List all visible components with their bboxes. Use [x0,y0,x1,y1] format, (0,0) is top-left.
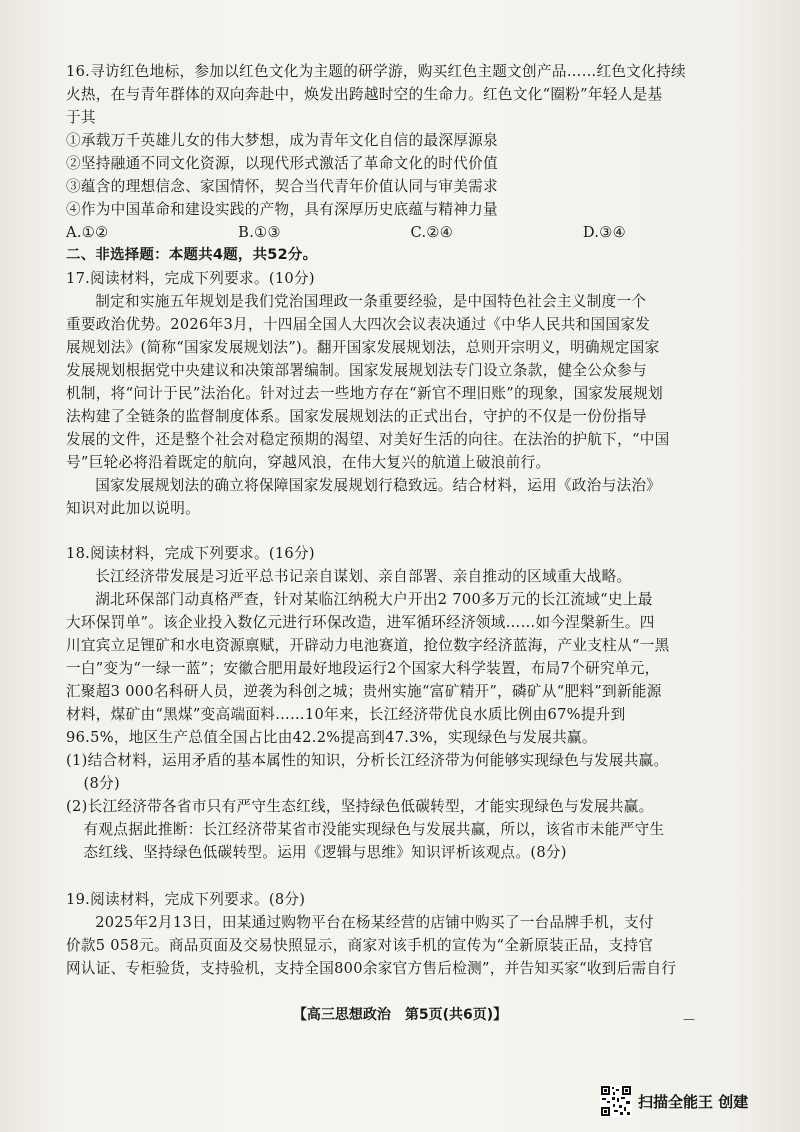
q17-task-line: 国家发展规划法的确立将保障国家发展规划行稳致远。结合材料，运用《政治与法治》 [95,477,662,494]
q19-line: 2025年2月13日，田某通过购物平台在杨某经营的店铺中购买了一台品牌手机，支付 [95,914,654,931]
q16-choices [66,221,626,244]
q17-task-line: 知识对此加以说明。 [66,500,201,517]
q16-option-3: ③蕴含的理想信念、家国情怀，契合当代青年价值认同与审美需求 [66,178,498,195]
q17-line: 法构建了全链条的监督制度体系。国家发展规划法的正式出台，守护的不仅是一份份指导 [66,408,647,425]
scanner-watermark [600,1084,748,1118]
q18-heading: 18.阅读材料，完成下列要求。(16分) [66,545,315,562]
q17-line: 重要政治优势。2026年3月，十四届全国人大四次会议表决通过《中华人民共和国国家发 [66,316,651,333]
q17-line: 展规划法》(简称“国家发展规划法”)。翻开国家发展规划法，总则开宗明义，明确规定国家 [66,339,660,356]
q17-line: 机制，将“问计于民”法治化。针对过去一些地方存在“新官不理旧账”的现象，国家发展规划 [66,385,664,402]
q16-option-1: ①承载万千英雄儿女的伟大梦想，成为青年文化自信的最深厚源泉 [66,132,498,149]
section-2-title: 二、非选择题：本题共4题，共52分。 [66,247,318,263]
q18-line: 一白”变为“一绿一蓝”；安徽合肥用最好地段运行2个国家大科学装置，布局7个研究单元， [66,660,660,677]
q18-line: 长江经济带发展是习近平总书记亲自谋划、亲自部署、亲自推动的区域重大战略。 [95,568,632,585]
q16-choice-c: C.②④ [410,224,454,241]
q19-line: 网认证、专柜验货，支持验机，支持全国800余家官方售后检测”，并告知买家“收到后需自行 [66,960,677,977]
qr-code-icon [600,1085,632,1117]
q18-line: 大环保罚单”。该企业投入数亿元进行环保改造，进军循环经济领域……如今涅槃新生。四 [66,614,655,631]
q17-line: 号”巨轮必将沿着既定的航向，穿越风浪，在伟大复兴的航道上破浪前行。 [66,454,551,471]
q18-line: 川宜宾立足锂矿和水电资源禀赋，开辟动力电池赛道，抢位数字经济蓝海，产业支柱从“一黑 [66,637,670,654]
q16-option-2: ②坚持融通不同文化资源，以现代形式激活了革命文化的时代价值 [66,155,498,172]
page-content [66,60,728,980]
q18-line: 汇聚超3 000名科研人员，逆袭为科创之城；贵州实施“富矿精开”，磷矿从“肥料”到新能源 [66,683,662,700]
q16-stem-line1: 16.寻访红色地标，参加以红色文化为主题的研学游，购买红色主题文创产品……红色文化持续 [66,63,686,80]
page-footer: 【高三思想政治 第5页(共6页)】 [292,1007,508,1023]
q17-line: 制定和实施五年规划是我们党治国理政一条重要经验，是中国特色社会主义制度一个 [95,293,647,310]
q17-heading: 17.阅读材料，完成下列要求。(10分) [66,270,315,287]
q18-line: 96.5%，地区生产总值全国占比由42.2%提高到47.3%，实现绿色与发展共赢。 [66,729,597,746]
q16-option-4: ④作为中国革命和建设实践的产物，具有深厚历史底蕴与精神力量 [66,201,498,218]
scanner-label: 扫描全能王 创建 [638,1092,749,1111]
q18-line: 材料，煤矿由“黑煤”变高端面料……10年来，长江经济带优良水质比例由67%提升到 [66,706,626,723]
q18-subquestion-1: (1)结合材料，运用矛盾的基本属性的知识，分析长江经济带为何能够实现绿色与发展共赢。 [66,752,669,769]
footer-mark: — [683,1012,695,1026]
q18-line: 湖北环保部门动真格严查，针对某临江纳税大户开出2 700多万元的长江流域“史上最 [95,591,653,608]
q16-stem-line2: 火热，在与青年群体的双向奔赴中，焕发出跨越时空的生命力。红色文化“圈粉”年轻人是基 [66,86,663,103]
q16-choice-a: A.①② [66,224,109,241]
q19-heading: 19.阅读材料，完成下列要求。(8分) [66,891,306,908]
q19-line: 价款5 058元。商品页面及交易快照显示，商家对该手机的宣传为“全新原装正品，支持官 [66,937,654,954]
q18-subquestion-2-line: 有观点据此推断：长江经济带某省市没能实现绿色与发展共赢，所以，该省市未能严守生 [83,821,665,838]
q18-subquestion-2-line: 态红线、坚持绿色低碳转型。运用《逻辑与思维》知识评析该观点。(8分) [83,844,567,861]
q16-stem-line3: 于其 [66,109,96,126]
q17-line: 发展的文件，还是整个社会对稳定预期的渴望、对美好生活的向往。在法治的护航下，“中国 [66,431,670,448]
q16-choice-d: D.③④ [582,224,626,241]
q18-subquestion-2: (2)长江经济带各省市只有严守生态红线，坚持绿色低碳转型，才能实现绿色与发展共赢。 [66,798,654,815]
q17-line: 发展规划根据党中央建议和决策部署编制。国家发展规划法专门设立条款，健全公众参与 [66,362,647,379]
q16-choice-b: B.①③ [238,224,281,241]
q18-subquestion-1-points: (8分) [83,775,120,792]
